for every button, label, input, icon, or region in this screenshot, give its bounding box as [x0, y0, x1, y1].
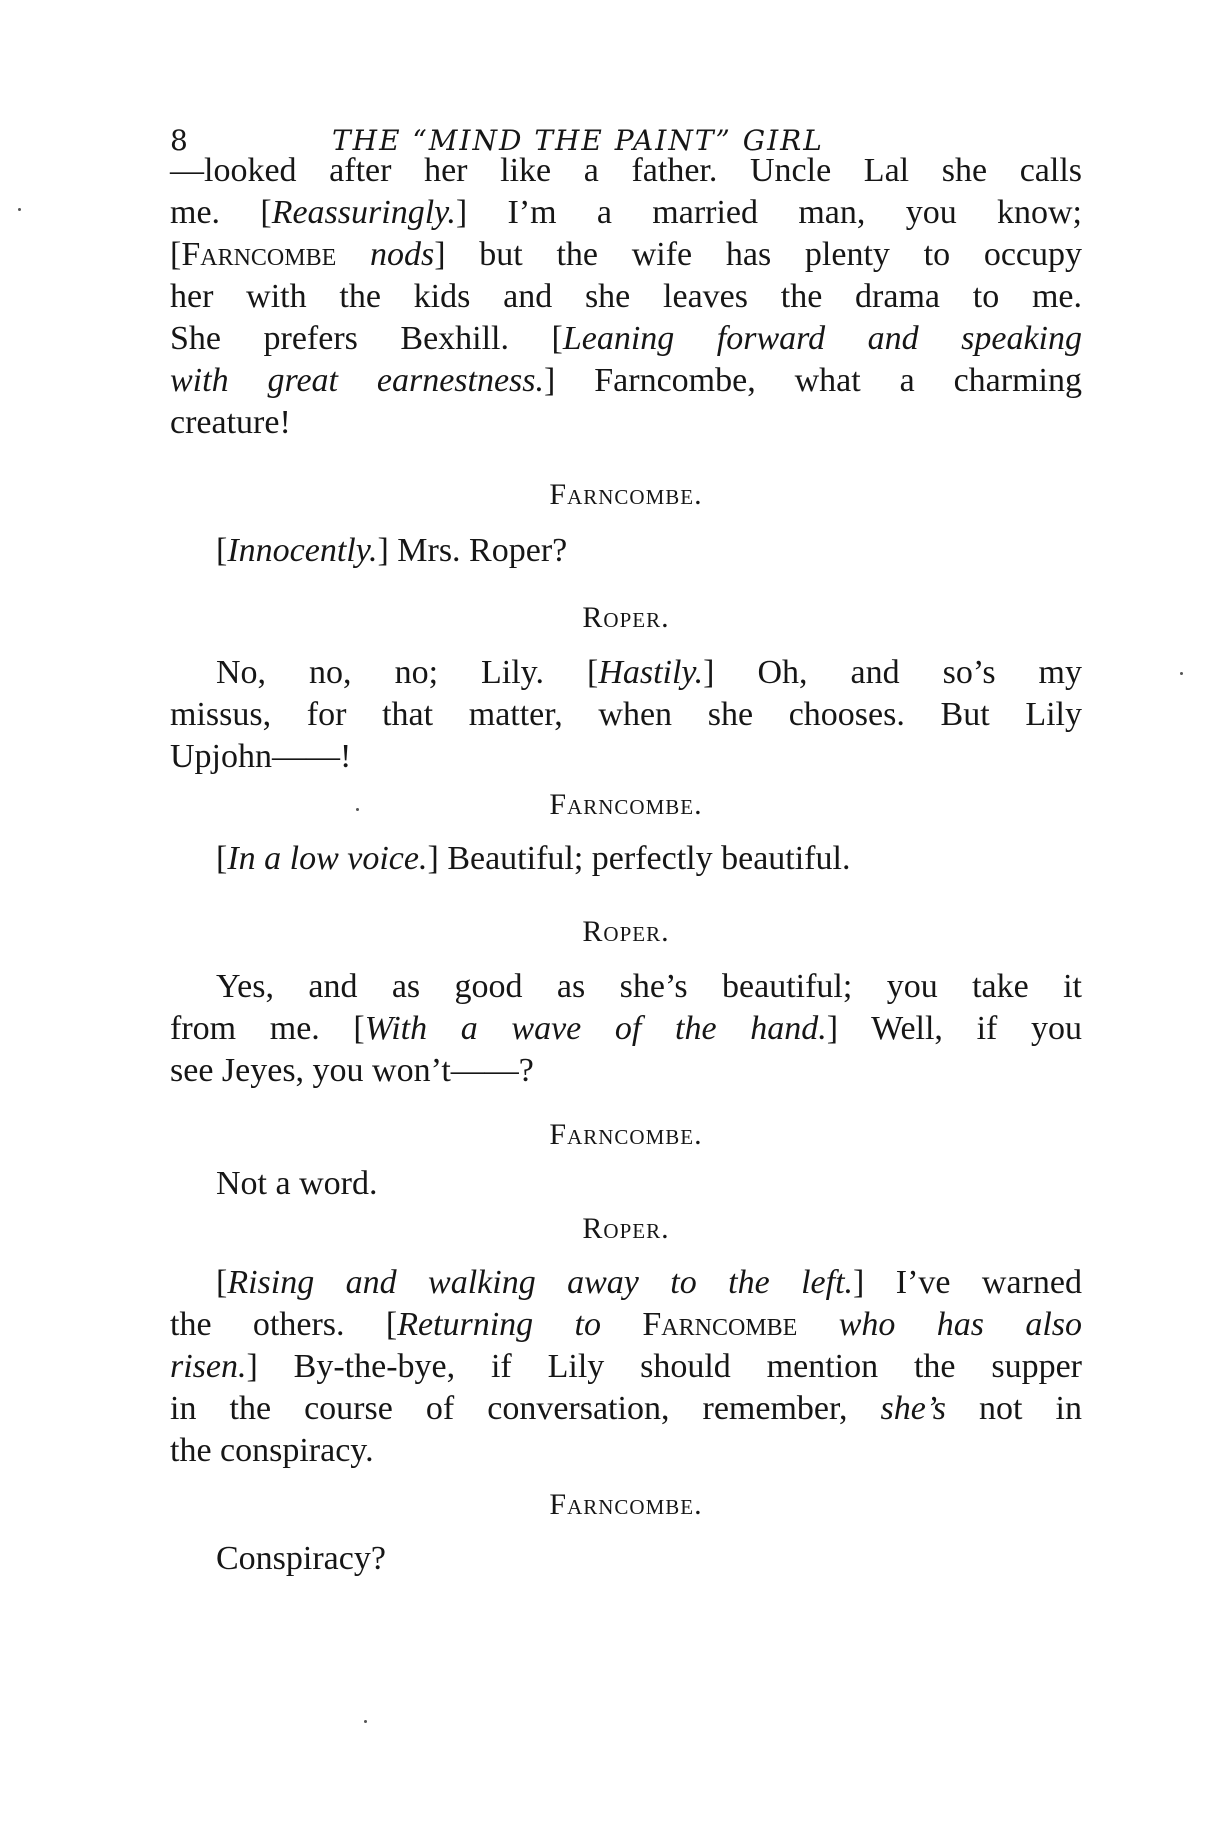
- speaker-heading: Farncombe.: [549, 1118, 703, 1151]
- text-line: me. [Reassuringly.] I’m a married man, you know;: [170, 194, 1083, 231]
- farncombe-speech-2: [170, 838, 1082, 880]
- roper-speech-4: [170, 1262, 1082, 1472]
- running-title: THE “MIND THE PAINT” GIRL: [332, 124, 824, 157]
- text-line: creature!: [170, 404, 291, 441]
- speaker-heading: Roper.: [582, 1212, 670, 1245]
- text-line: No, no, no; Lily. [Hastily.] Oh, and so’s my: [216, 654, 1083, 691]
- roper-speech-1: [170, 150, 1082, 444]
- scan-speck: [364, 1720, 367, 1723]
- text-line: Yes, and as good as she’s beautiful; you take it: [216, 968, 1082, 1005]
- text-line: her with the kids and she leaves the drama to me.: [170, 278, 1082, 315]
- text-line: see Jeyes, you won’t——?: [170, 1052, 534, 1089]
- text-line: [In a low voice.] Beautiful; perfectly beautiful.: [216, 840, 851, 877]
- text-line: with great earnestness.] Farncombe, what a charming: [170, 362, 1082, 399]
- scan-speck: [18, 208, 21, 211]
- farncombe-speech-3: [170, 1163, 1082, 1205]
- text-line: Conspiracy?: [216, 1540, 386, 1577]
- text-line: [Farncombe nods] but the wife has plenty to occupy: [170, 236, 1082, 273]
- text-line: the others. [Returning to Farncombe who has also: [170, 1306, 1083, 1343]
- text-line: [Rising and walking away to the left.] I’ve warned: [216, 1264, 1082, 1301]
- speaker-heading: Roper.: [582, 601, 670, 634]
- character-name: Farncombe: [181, 236, 337, 273]
- text-line: the conspiracy.: [170, 1432, 374, 1469]
- roper-speech-3: [170, 966, 1082, 1092]
- roper-speech-2: [170, 652, 1082, 778]
- text-line: Not a word.: [216, 1165, 378, 1202]
- farncombe-speech-1: [170, 530, 1082, 572]
- speaker-heading: Farncombe.: [549, 478, 703, 511]
- text-line: from me. [With a wave of the hand.] Well, if you: [170, 1010, 1083, 1047]
- text-line: in the course of conversation, remember, she’s not in: [170, 1390, 1082, 1427]
- character-name: Farncombe: [642, 1306, 798, 1343]
- text-line: —looked after her like a father. Uncle Lal she calls: [170, 152, 1082, 189]
- text-line: She prefers Bexhill. [Leaning forward and speaking: [170, 320, 1082, 357]
- speaker-heading: Farncombe.: [549, 1488, 703, 1521]
- text-line: [Innocently.] Mrs. Roper?: [216, 532, 568, 569]
- scan-speck: [1180, 672, 1183, 675]
- speaker-heading: Farncombe.: [549, 788, 703, 821]
- text-line: risen.] By-the-bye, if Lily should mention the supper: [170, 1348, 1082, 1385]
- farncombe-speech-4: [170, 1538, 1082, 1580]
- text-line: Upjohn——!: [170, 738, 352, 775]
- scan-speck: [356, 808, 359, 811]
- page-number: 8: [170, 124, 188, 157]
- speaker-heading: Roper.: [582, 915, 670, 948]
- text-line: missus, for that matter, when she chooses. But Lily: [170, 696, 1082, 733]
